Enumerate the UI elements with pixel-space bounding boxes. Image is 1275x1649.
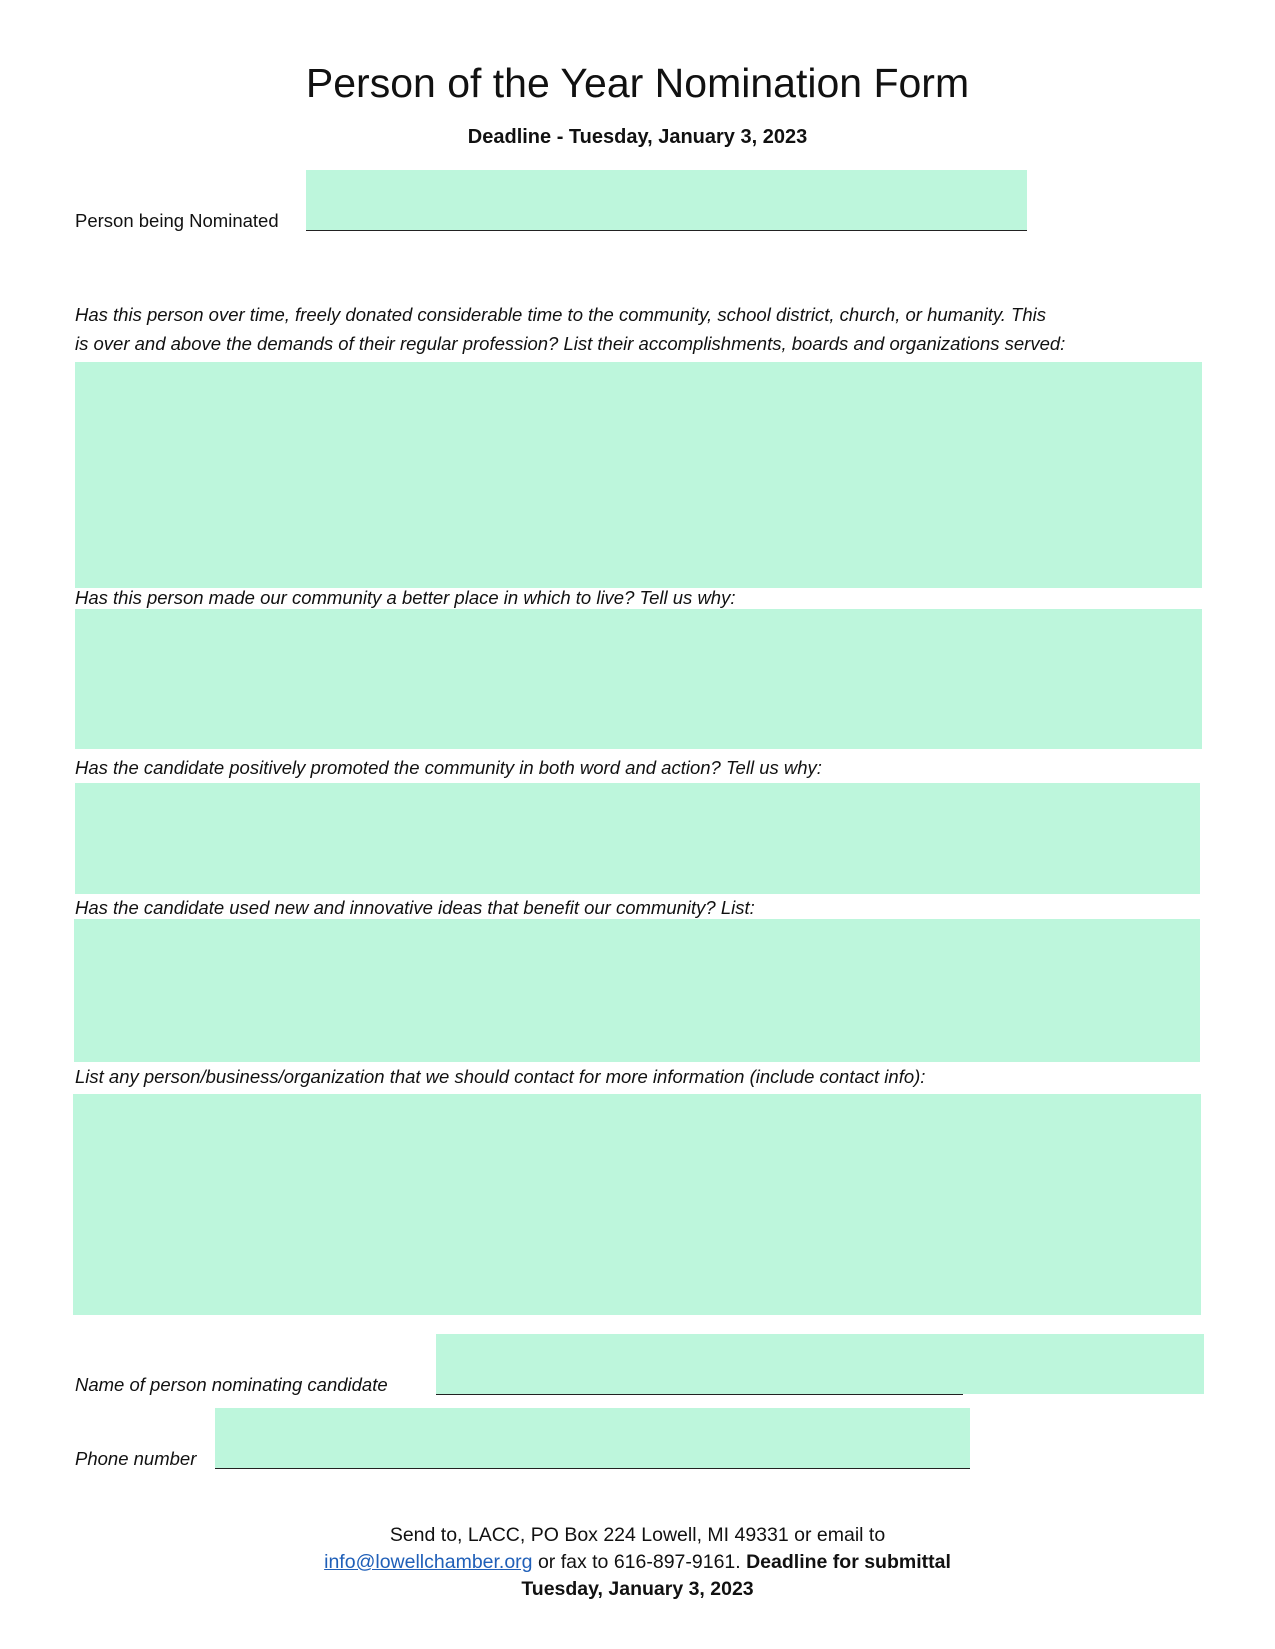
nominee-underline: [306, 230, 1027, 231]
footer-deadline-label: Deadline for submittal: [746, 1551, 951, 1573]
email-link[interactable]: info@lowellchamber.org: [324, 1551, 533, 1573]
phone-label: Phone number: [75, 1448, 197, 1469]
question-5: List any person/business/organization that we should contact for more information (include contact info):: [75, 1066, 926, 1087]
question-2: Has this person made our community a better place in which to live? Tell us why:: [75, 587, 736, 608]
innovative-ideas-field[interactable]: [74, 919, 1200, 1062]
phone-underline: [215, 1468, 970, 1469]
question-4: Has the candidate used new and innovative ideas that benefit our community? List:: [75, 897, 755, 918]
question-1-line-1: Has this person over time, freely donated considerable time to the community, school district, church, or humanity. This: [75, 304, 1046, 325]
footer-fax-text: or fax to 616-897-9161.: [532, 1551, 747, 1573]
question-1-line-2: is over and above the demands of their regular profession? List their accomplishments, boards and organizations served:: [75, 333, 1066, 354]
footer-deadline-date: Tuesday, January 3, 2023: [521, 1578, 754, 1600]
contacts-field[interactable]: [73, 1094, 1201, 1315]
form-title: Person of the Year Nomination Form: [305, 60, 970, 106]
nominee-name-field[interactable]: [306, 170, 1027, 230]
nominee-label: Person being Nominated: [75, 210, 279, 231]
deadline-subtitle: Deadline - Tuesday, January 3, 2023: [467, 126, 808, 148]
footer-address-line: Send to, LACC, PO Box 224 Lowell, MI 49331 or email to: [389, 1524, 886, 1546]
nominator-underline: [436, 1394, 963, 1395]
submission-instructions: [0, 1522, 1275, 1603]
better-community-field[interactable]: [75, 609, 1202, 749]
promoted-community-field[interactable]: [75, 783, 1200, 894]
nominator-label: Name of person nominating candidate: [75, 1374, 388, 1395]
nominator-name-field[interactable]: [436, 1334, 1204, 1394]
footer-contact-line: [0, 1549, 1275, 1576]
question-3: Has the candidate positively promoted the community in both word and action? Tell us why:: [75, 757, 822, 778]
phone-number-field[interactable]: [215, 1408, 970, 1468]
accomplishments-field[interactable]: [75, 362, 1202, 588]
